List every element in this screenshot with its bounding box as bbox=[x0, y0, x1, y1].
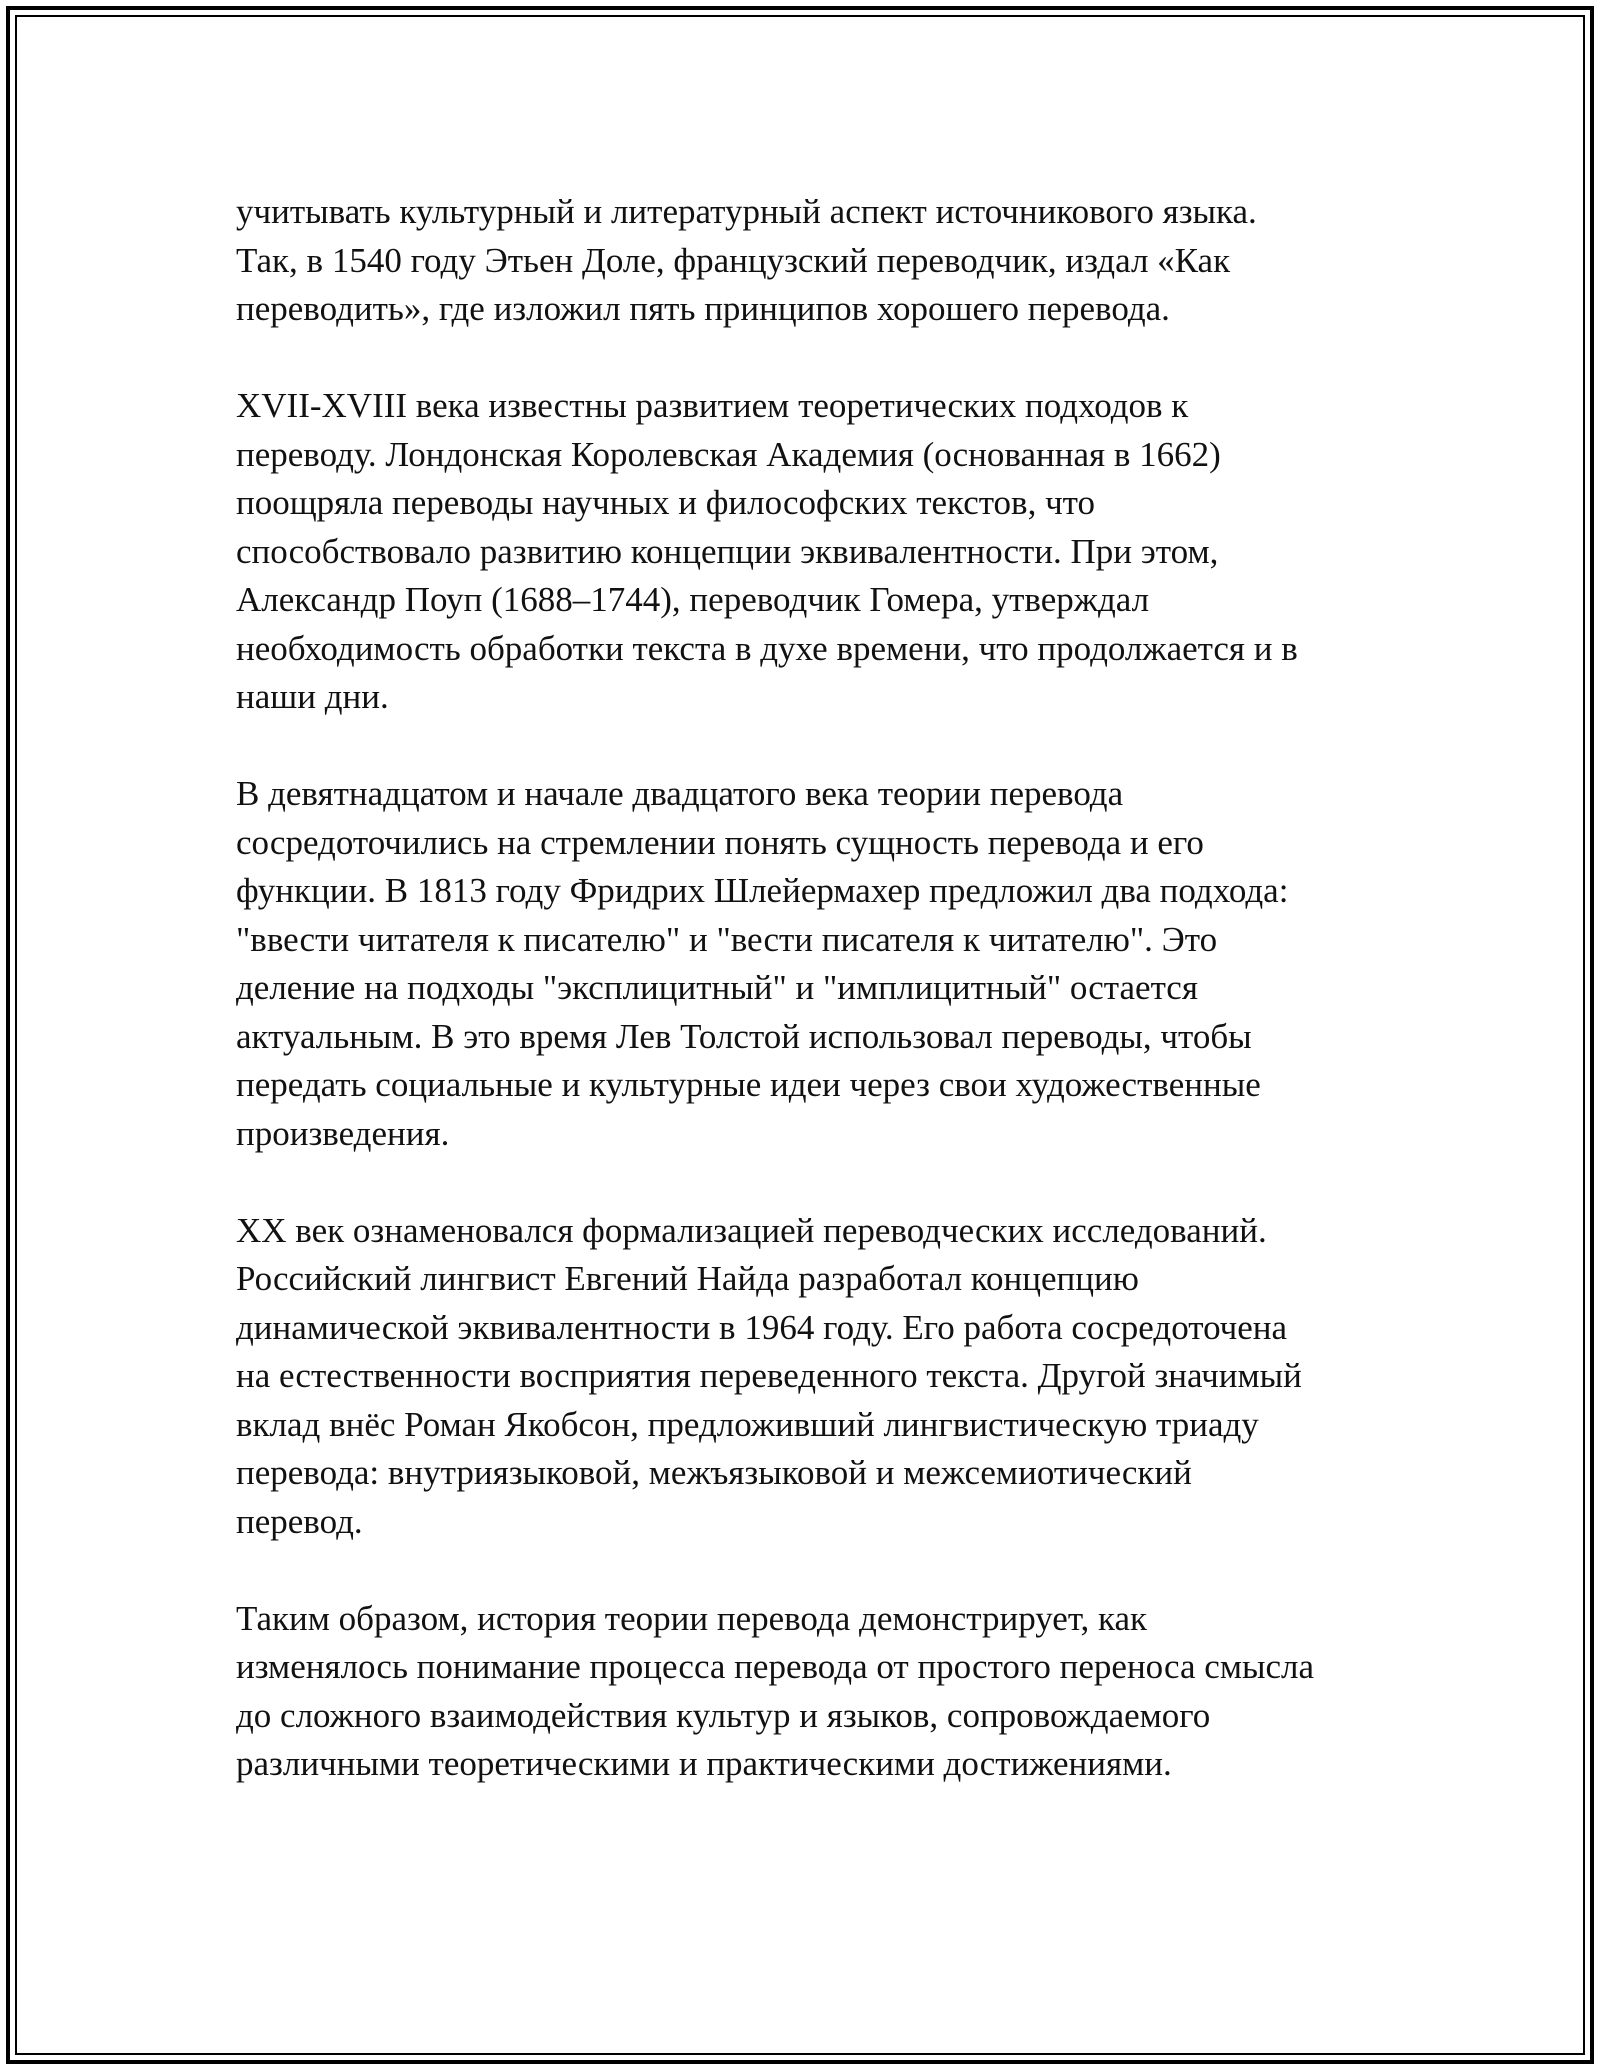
text-line: необходимость обработки текста в духе времени, что продолжается и в bbox=[236, 628, 1298, 668]
text-line: перевод. bbox=[236, 1501, 363, 1541]
text-line: Таким образом, история теории перевода демонстрирует, как bbox=[236, 1598, 1148, 1638]
text-line: перевода: внутриязыковой, межъязыковой и межсемиотический bbox=[236, 1453, 1192, 1492]
text-line: переводу. Лондонская Королевская Академия (основанная в 1662) bbox=[236, 434, 1221, 474]
paragraph-3 bbox=[236, 770, 1396, 1158]
text-line: динамической эквивалентности в 1964 году. Его работа сосредоточена bbox=[236, 1307, 1288, 1347]
text-line: В девятнадцатом и начале двадцатого века теории перевода bbox=[236, 774, 1124, 813]
text-line: Так, в 1540 году Этьен Доле, французский переводчик, издал «Как bbox=[236, 240, 1231, 280]
text-line: Российский лингвист Евгений Найда разработал концепцию bbox=[236, 1259, 1139, 1298]
paragraph-1 bbox=[236, 188, 1396, 334]
text-line: актуальным. В это время Лев Толстой использовал переводы, чтобы bbox=[236, 1016, 1252, 1056]
text-line: произведения. bbox=[236, 1113, 450, 1153]
text-line: "ввести читателя к писателю" и "вести писателя к читателю". Это bbox=[236, 919, 1218, 959]
text-line: XX век ознаменовался формализацией переводческих исследований. bbox=[236, 1210, 1267, 1250]
document-body bbox=[236, 188, 1396, 1837]
text-line: деление на подходы "эксплицитный" и "имплицитный" остается bbox=[236, 968, 1198, 1007]
text-line: способствовало развитию концепции эквивалентности. При этом, bbox=[236, 531, 1219, 571]
text-line: передать социальные и культурные идеи через свои художественные bbox=[236, 1065, 1261, 1104]
text-line: до сложного взаимодействия культур и языков, сопровождаемого bbox=[236, 1695, 1211, 1735]
text-line: поощряла переводы научных и философских текстов, что bbox=[236, 483, 1096, 522]
text-line: наши дни. bbox=[236, 677, 389, 716]
paragraph-4 bbox=[236, 1207, 1396, 1547]
text-line: Александр Поуп (1688–1744), переводчик Гомера, утверждал bbox=[236, 580, 1150, 619]
paragraph-5 bbox=[236, 1595, 1396, 1789]
text-line: XVII-XVIII века известны развитием теоретических подходов к bbox=[236, 386, 1189, 425]
text-line: изменялось понимание процесса перевода от простого переноса смысла bbox=[236, 1647, 1315, 1686]
text-line: вклад внёс Роман Якобсон, предложивший лингвистическую триаду bbox=[236, 1404, 1259, 1444]
text-line: сосредоточились на стремлении понять сущность перевода и его bbox=[236, 822, 1204, 862]
text-line: учитывать культурный и литературный аспект источникового языка. bbox=[236, 192, 1257, 231]
text-line: функции. В 1813 году Фридрих Шлейермахер предложил два подхода: bbox=[236, 871, 1289, 910]
paragraph-2 bbox=[236, 382, 1396, 722]
text-line: переводить», где изложил пять принципов хорошего перевода. bbox=[236, 289, 1170, 328]
text-line: различными теоретическими и практическими достижениями. bbox=[236, 1744, 1172, 1783]
text-line: на естественности восприятия переведенного текста. Другой значимый bbox=[236, 1356, 1302, 1395]
